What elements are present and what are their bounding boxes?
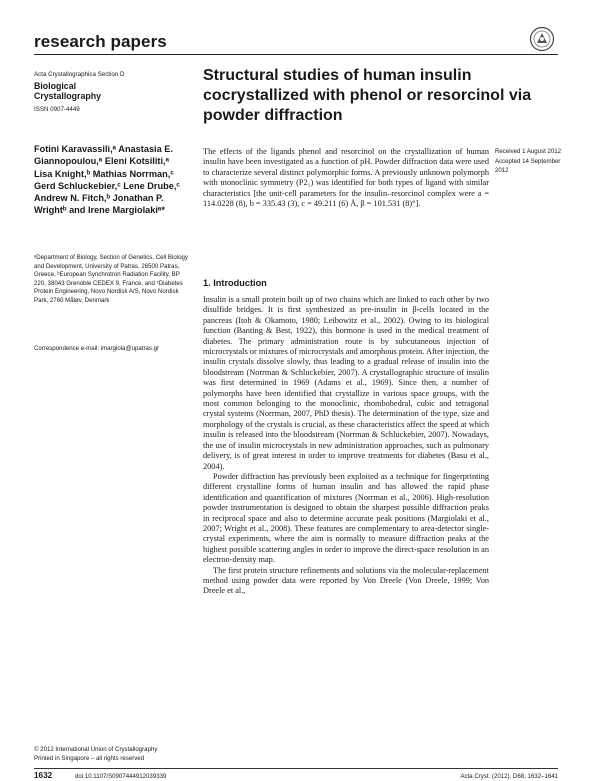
- page-footer: [34, 771, 558, 781]
- journal-citation: Acta Cryst. (2012). D68, 1632–1641: [460, 773, 558, 780]
- paragraph: Insulin is a small protein built up of two chains which are linked to each other by two disulfide bridges. It is first synthesized as pre-insulin in β-cells located in the pancreas (Itoh & Okamoto, 1980; Leibowitz et al., 2002). Owing to its biological function (Banting & Best, 1922), this hormone is used in the medical treatment of diabetes. The primary administration route is by subcutaneous injection of microcrystals or mixtures of microcrystals and amorphous protein. After injection, the insulin crystals dissolve slowly, thus leading to a gradual release of insulin into the bloodstream (Norrman & Schluckebier, 2007). A crystallographic structure of insulin was first determined in 1969 (Adams et al., 1969). Since then, a number of polymorphs have been identified that crystallize in various space groups, with the most common belonging to the monoclinic, rhombohedral, cubic and tetragonal crystal systems (Norrman, 2007, PhD thesis). The determination of the type, size and morphology of the crystals is crucial, as these characteristics affect the speed at which insulin is released into the bloodstream (Norrman & Schluckebier, 2007). Nowadays, the use of insulin microcrystals in new administration approaches, such as pulmonary delivery, is of great interest in order to improve treatments for diabetes (Basu et al., 2004).: [203, 295, 489, 471]
- running-section-title: research papers: [34, 32, 167, 51]
- journal-block: [34, 71, 184, 113]
- copyright-line: Printed in Singapore – all rights reserved: [34, 754, 145, 762]
- article-dates: [495, 147, 575, 176]
- copyright-line: © 2012 International Union of Crystallography: [34, 746, 158, 753]
- iucr-logo-icon: [529, 26, 555, 52]
- received-date: Received 1 August 2012: [495, 148, 562, 155]
- journal-section: Acta Crystallographica Section D: [34, 71, 125, 78]
- article-title: Structural studies of human insulin cocrystallized with phenol or resorcinol via powder diffraction: [203, 67, 532, 124]
- journal-name: [34, 81, 184, 101]
- abstract: The effects of the ligands phenol and resorcinol on the crystallization of human insulin have been investigated as a function of pH. Powder diffraction data were used to characterize several distinct polymorphic forms. A previously unknown polymorph with monoclinic symmetry (P2₁) was identified for both types of ligand with similar characteristics [the unit-cell parameters for the insulin–resorcinol complex were a = 114.0228 (8), b = 335.43 (3), c = 49.211 (6) Å, β = 101.531 (8)°].: [203, 147, 489, 209]
- author-list: Fotini Karavassili,ᵃ Anastasia E. Giannopoulou,ᵃ Eleni Kotsiliti,ᵃ Lisa Knight,ᵇ Mathias Norrman,ᶜ Gerd Schluckebier,ᶜ Lene Drube,ᶜ Andrew N. Fitch,ᵇ Jonathan P. Wrightᵇ and Irene Margiolakiᵃ*: [34, 144, 180, 216]
- page-number: 1632: [34, 771, 53, 780]
- paragraph: Powder diffraction has previously been exploited as a technique for fingerprinting different crystalline forms of human insulin and has allowed the rapid phase identification and quantification of mixtures (Norrman et al., 2006). High-resolution powder instrumentation is designed to obtain the sharpest possible diffraction peaks in reciprocal space and also to determine accurate peak positions (Margiolaki et al., 2007; Wright et al., 2008). These features are complementary to area-detector single-crystal experiments, where the aim is normally to measure diffraction peaks at the highest possible scattering angles in order to improve the direct-space resolution in an electron-density map.: [203, 471, 489, 565]
- correspondence-email: Correspondence e-mail: imargiola@upatras.gr: [34, 345, 160, 352]
- paragraph: The first protein structure refinements and solutions via the molecular-replacement method using powder data were reported by Von Dreele (Von Dreele, 1999; Von Dreele et al.,: [203, 565, 489, 596]
- affiliations: ᵃDepartment of Biology, Section of Genetics, Cell Biology and Development, University of Patras, 26500 Patras, Greece, ᵇEuropean Synchrotron Radiation Facility, BP 220, 38043 Grenoble CEDEX 9, France, and ᶜDiabetes Protein Engineering, Novo Nordisk A/S, Novo Nordisk Park, 2760 Måløv, Denmark: [34, 254, 188, 304]
- journal-name-line1: Biological: [34, 81, 77, 91]
- journal-issn: ISSN 0907-4449: [34, 106, 80, 113]
- section-heading-introduction: 1. Introduction: [203, 278, 267, 288]
- footer-rule: [34, 768, 558, 769]
- journal-name-line2: Crystallography: [34, 91, 101, 101]
- accepted-date: Accepted 14 September 2012: [495, 157, 561, 175]
- doi-link[interactable]: doi:10.1107/S0907444912039339: [75, 773, 167, 780]
- introduction-body: [203, 295, 489, 597]
- copyright-notice: [34, 746, 194, 763]
- header-rule: [34, 54, 558, 55]
